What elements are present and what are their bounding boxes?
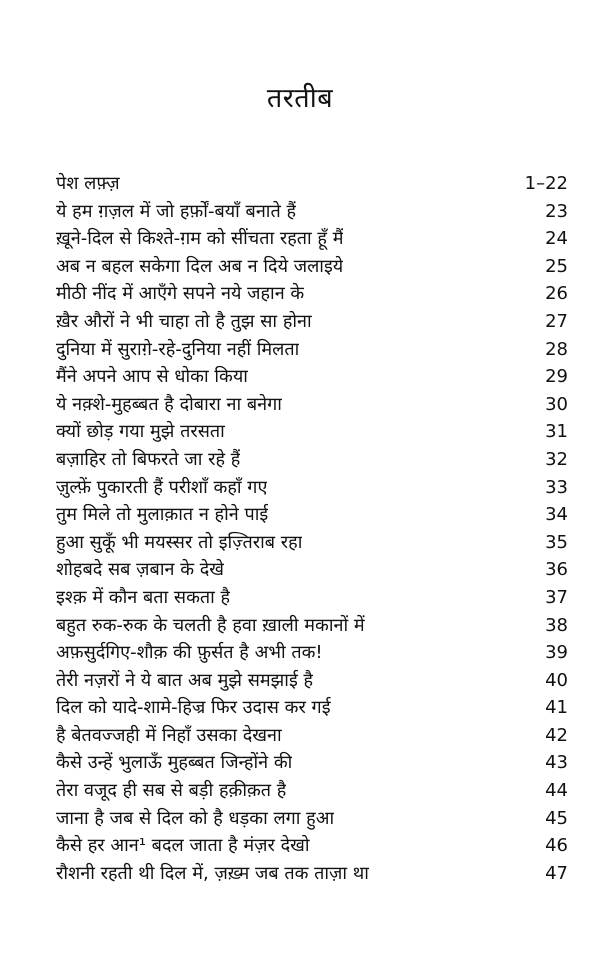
toc-entry bbox=[56, 280, 568, 308]
toc-entry-title: बज़ाहिर तो बिफरते जा रहे हैं bbox=[56, 448, 241, 470]
toc-entry-page: 40 bbox=[545, 669, 568, 691]
toc-entry-page: 27 bbox=[545, 310, 568, 332]
toc-entry-page: 43 bbox=[545, 752, 568, 774]
toc-entry bbox=[56, 860, 568, 888]
toc-entry-title: कैसे उन्हें भुलाऊँ मुहब्बत जिन्होंने की bbox=[56, 752, 293, 774]
toc-entry-title: है बेतवज्जही में निहाँ उसका देखना bbox=[56, 724, 282, 746]
toc-entry-page: 25 bbox=[545, 255, 568, 277]
toc-entry-title: पेश लफ़्ज़ bbox=[56, 173, 120, 194]
toc-entry-title: जाना है जब से दिल को है धड़का लगा हुआ bbox=[56, 807, 335, 829]
toc-entry bbox=[56, 832, 568, 860]
toc-entry bbox=[56, 694, 568, 722]
toc-entry-title: मीठी नींद में आएँगे सपने नये जहान के bbox=[56, 283, 305, 305]
toc-entry-title: ये नक़्शे-मुहब्बत है दोबारा ना बनेगा bbox=[56, 393, 282, 415]
toc-entry-title: अब न बहल सकेगा दिल अब न दिये जलाइये bbox=[56, 255, 344, 277]
toc-entry-title: दिल को यादे-शामे-हिज्र फिर उदास कर गई bbox=[56, 697, 331, 719]
toc-entry-title: क्यों छोड़ गया मुझे तरसता bbox=[56, 421, 225, 443]
toc-entry-title: तेरा वजूद ही सब से बड़ी हक़ीक़त है bbox=[56, 780, 287, 802]
toc-entry-title: तेरी नज़रों ने ये बात अब मुझे समझाई है bbox=[56, 669, 314, 691]
toc-entry bbox=[56, 667, 568, 695]
toc-entry bbox=[56, 777, 568, 805]
page-title: तरतीब bbox=[266, 83, 334, 114]
toc-entry bbox=[56, 308, 568, 336]
toc-entry-page: 36 bbox=[545, 559, 568, 581]
toc-entry bbox=[56, 805, 568, 833]
toc-entry bbox=[56, 722, 568, 750]
toc-entry bbox=[56, 363, 568, 391]
toc-entry-page: 32 bbox=[545, 448, 568, 470]
toc-entry-page: 39 bbox=[545, 642, 568, 664]
toc-entry-page: 30 bbox=[545, 393, 568, 415]
toc-entry-title: शोहबदे सब ज़बान के देखे bbox=[56, 559, 225, 581]
toc-entry-page: 33 bbox=[545, 476, 568, 498]
toc-entry-page: 42 bbox=[545, 724, 568, 746]
toc-entry bbox=[56, 501, 568, 529]
toc-entry-page: 1–22 bbox=[524, 173, 568, 194]
toc-entry bbox=[56, 556, 568, 584]
toc-entry-page: 41 bbox=[545, 697, 568, 719]
toc-entry-page: 34 bbox=[545, 504, 568, 526]
toc-entry-page: 46 bbox=[545, 835, 568, 857]
toc-entry bbox=[56, 336, 568, 364]
toc-entry bbox=[56, 170, 568, 198]
toc-entry bbox=[56, 639, 568, 667]
toc-entry bbox=[56, 198, 568, 226]
toc-entry-title: इश्क़ में कौन बता सकता है bbox=[56, 586, 231, 608]
toc-entry bbox=[56, 584, 568, 612]
toc-entry-page: 47 bbox=[545, 862, 568, 884]
toc-entry bbox=[56, 474, 568, 502]
toc-entry-title: ज़ुल्फ़ें पुकारती हैं परीशाँ कहाँ गए bbox=[56, 476, 268, 498]
toc-entry-title: दुनिया में सुराग़े-रहे-दुनिया नहीं मिलता bbox=[56, 338, 300, 360]
toc-entry-page: 28 bbox=[545, 338, 568, 360]
toc-entry bbox=[56, 446, 568, 474]
toc-entry-page: 26 bbox=[545, 283, 568, 305]
toc-entry-page: 38 bbox=[545, 614, 568, 636]
toc-entry-title: कैसे हर आन¹ बदल जाता है मंज़र देखो bbox=[56, 835, 310, 857]
toc-entry bbox=[56, 612, 568, 640]
toc-entry-page: 23 bbox=[545, 200, 568, 222]
toc-entry-title: रौशनी रहती थी दिल में, ज़ख़्म जब तक ताज़ा था bbox=[56, 862, 369, 884]
toc-entry bbox=[56, 253, 568, 281]
toc-entry-title: अफ़सुर्दगिए-शौक़ की फ़ुर्सत है अभी तक! bbox=[56, 642, 323, 664]
toc-entry bbox=[56, 418, 568, 446]
toc-entry bbox=[56, 391, 568, 419]
toc-entry-title: ये हम ग़ज़ल में जो हर्फ़ों-बयाँ बनाते हैं bbox=[56, 200, 297, 222]
toc-entry-page: 35 bbox=[545, 531, 568, 553]
toc-entry-page: 29 bbox=[545, 366, 568, 388]
toc-entry-page: 31 bbox=[545, 421, 568, 443]
toc-entry-page: 37 bbox=[545, 586, 568, 608]
toc-entry bbox=[56, 225, 568, 253]
toc-entry bbox=[56, 529, 568, 557]
toc-entry-page: 24 bbox=[545, 228, 568, 250]
toc-entry-title: हुआ सुकूँ भी मयस्सर तो इज़्तिराब रहा bbox=[56, 531, 303, 553]
table-of-contents bbox=[56, 170, 568, 887]
toc-entry-page: 44 bbox=[545, 780, 568, 802]
toc-entry-title: ख़ैर औरों ने भी चाहा तो है तुझ सा होना bbox=[56, 310, 312, 332]
toc-entry-title: ख़ूने-दिल से किश्ते-ग़म को सींचता रहता हूँ मैं bbox=[56, 228, 344, 250]
toc-entry bbox=[56, 749, 568, 777]
toc-entry-title: मैंने अपने आप से धोका किया bbox=[56, 366, 248, 388]
toc-entry-title: तुम मिले तो मुलाक़ात न होने पाई bbox=[56, 504, 269, 526]
toc-entry-page: 45 bbox=[545, 807, 568, 829]
toc-entry-title: बहुत रुक-रुक के चलती है हवा ख़ाली मकानों में bbox=[56, 614, 365, 636]
